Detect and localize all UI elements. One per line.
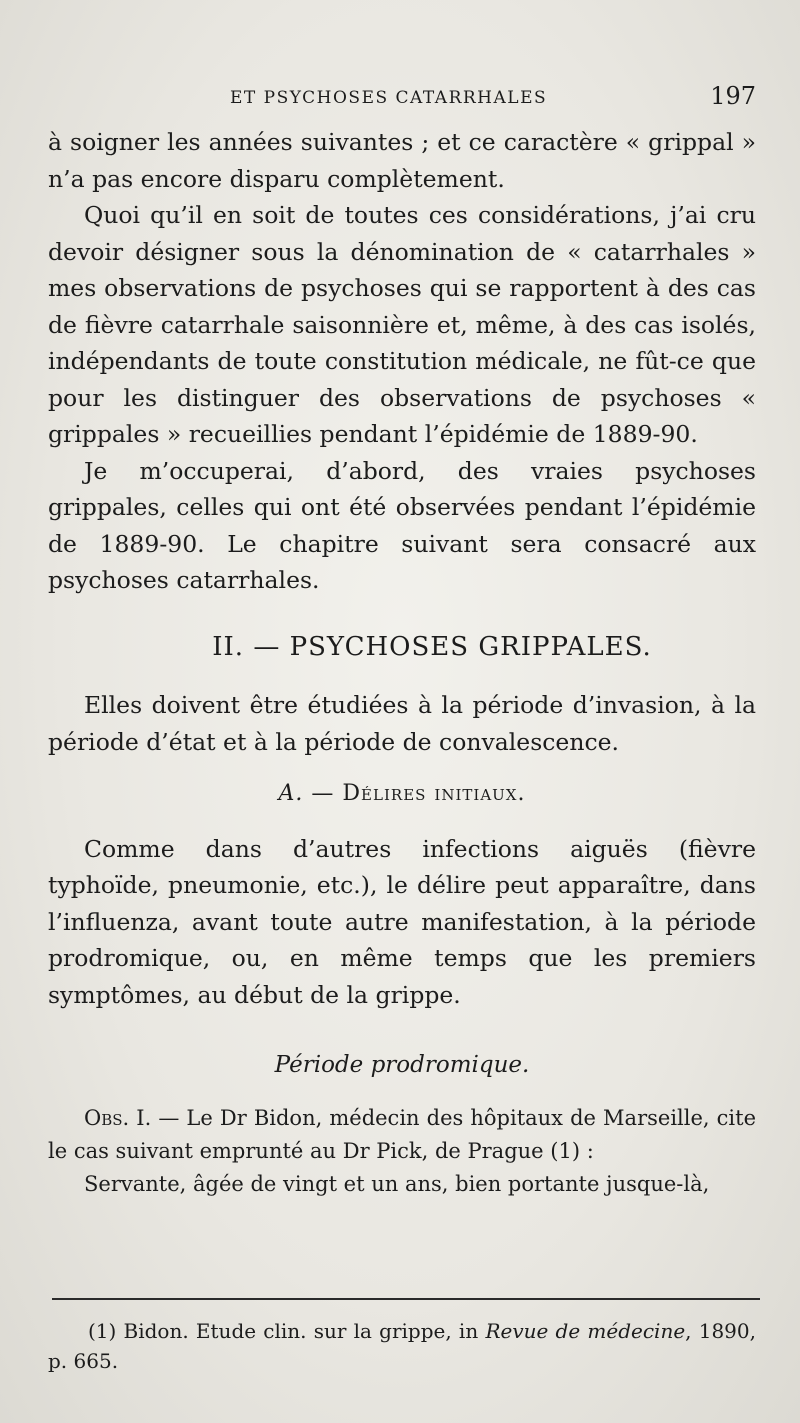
observation-label: Obs. I.: [84, 1105, 152, 1130]
footnote-text-before: (1) Bidon. Etude clin. sur la grippe, in: [88, 1319, 479, 1343]
footnote-text-after: , 1890, p. 665.: [48, 1319, 756, 1373]
page-number: 197: [710, 82, 756, 110]
subsection-letter: A.: [278, 781, 304, 806]
subsection-dash: —: [311, 781, 335, 806]
footnote-journal: Revue de médecine: [485, 1319, 686, 1343]
running-head: ET PSYCHOSES CATARRHALES: [230, 88, 548, 108]
footnote-divider: [52, 1298, 760, 1300]
paragraph-plan: Je m’occuperai, d’abord, des vraies psychoses grippales, celles qui ont été observées pendant l’épidémie de 1889-90. Le chapitre suivant sera consacré aux psychoses catarrhales.: [48, 456, 756, 594]
footnote-line: [48, 1316, 756, 1376]
paragraph-considerations: Quoi qu’il en soit de toutes ces considérations, j’ai cru devoir désigner sous la dénomination de « catarrhales » mes observations de psychoses qui se rapportent à des cas de fièvre catarrhale saisonnière et, même, à des cas isolés, indépendants de toute constitution médicale, ne fût-ce que pour les distinguer des observations de psychoses « grippales » recueillies pendant l’épidémie de 1889-90.: [48, 201, 756, 448]
section-intro: Elles doivent être étudiées à la période d’invasion, à la période d’état et à la période de convalescence.: [48, 691, 756, 756]
observation-text: — Le Dr Bidon, médecin des hôpitaux de Marseille, cite le cas suivant emprunté au Dr Pick, de Prague (1) :: [48, 1105, 756, 1163]
page-header: [48, 82, 756, 122]
subsection-label: Délires initiaux.: [342, 781, 526, 806]
subsection-paragraph: Comme dans d’autres infections aiguës (fièvre typhoïde, pneumonie, etc.), le délire peut apparaître, dans l’influenza, avant toute autre manifestation, à la période prodromique, ou, en même temps que les premiers symptômes, au début de la grippe.: [48, 834, 756, 1009]
footnote: [48, 1316, 756, 1376]
subsection-title: [48, 776, 756, 813]
body-text: [48, 124, 756, 1201]
period-heading: Période prodromique.: [274, 1052, 530, 1078]
section-title: II. — PSYCHOSES GRIPPALES.: [212, 631, 652, 662]
paragraph-continuation: à soigner les années suivantes ; et ce caractère « grippal » n’a pas encore disparu complètement.: [48, 128, 756, 193]
observation-paragraph: [48, 1102, 756, 1168]
observation-case: Servante, âgée de vingt et un ans, bien portante jusque-là,: [84, 1171, 710, 1196]
